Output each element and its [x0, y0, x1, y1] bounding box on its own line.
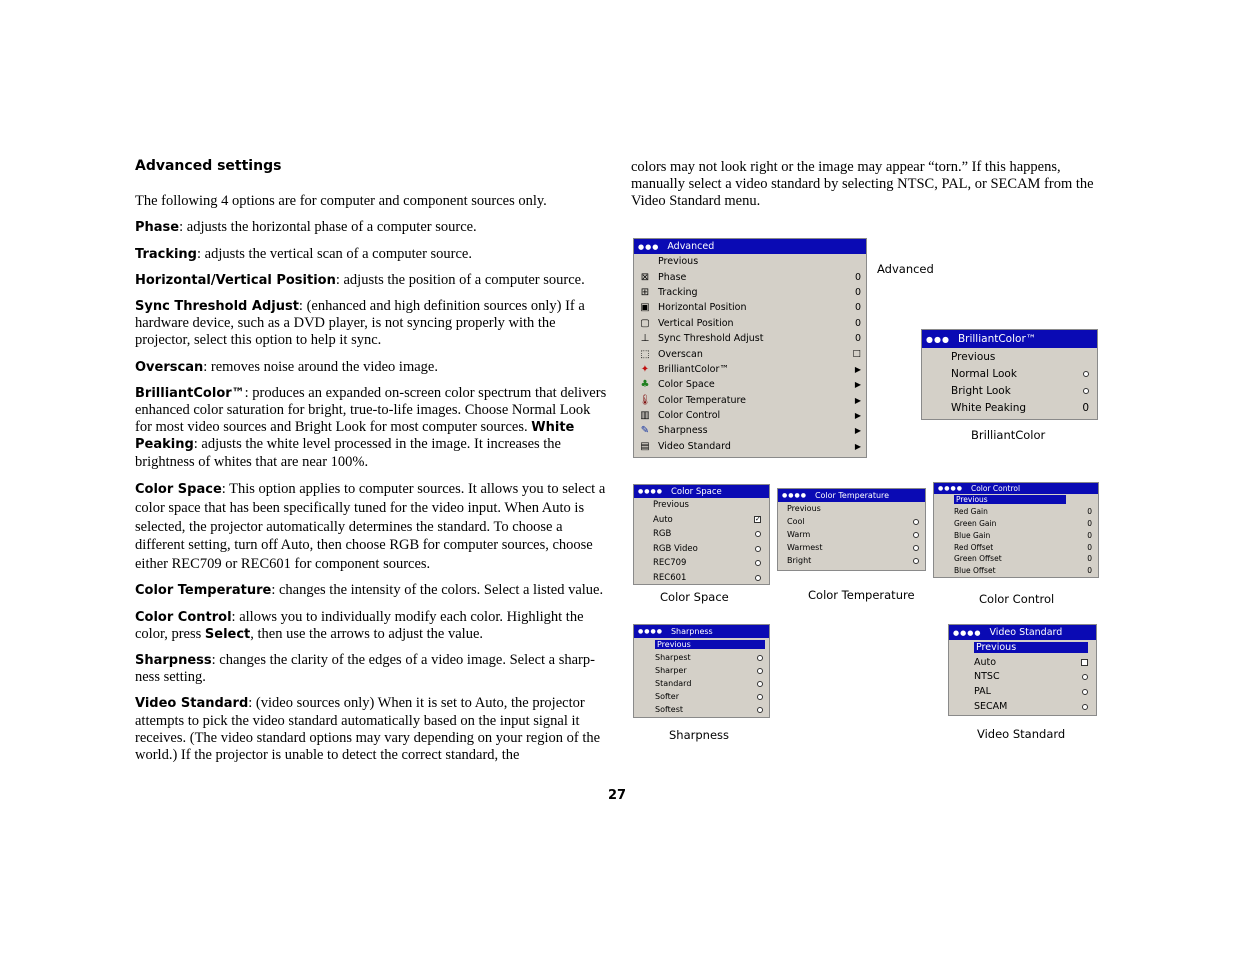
menu-item[interactable] [634, 651, 769, 664]
caption-color-space: Color Space [660, 590, 729, 604]
radio-button [1083, 388, 1089, 394]
menu-item-label: Previous [658, 256, 699, 268]
color-control-icon: ▥ [640, 410, 650, 422]
menu-item[interactable] [634, 331, 866, 346]
advanced-menu-screenshot [633, 238, 867, 458]
intro-paragraph: The following 4 options are for computer and component sources only. [135, 193, 547, 210]
menu-item-value: ▶ [854, 364, 861, 374]
menu-item-label: Overscan [658, 348, 703, 360]
menu-item[interactable] [634, 316, 866, 331]
color-space-icon: ♣ [640, 379, 650, 391]
menu-item-label: Green Offset [954, 554, 1002, 564]
menu-item[interactable] [634, 556, 769, 571]
menu-title: Sharpness [670, 627, 713, 636]
menu-item-value: ▶ [854, 426, 861, 436]
menu-item-label: Softer [655, 692, 679, 701]
radio-button [757, 668, 763, 674]
color-temperature-icon: 🌡 [638, 394, 652, 406]
caption-color-control: Color Control [979, 592, 1055, 606]
menu-item[interactable] [934, 518, 1098, 530]
radio-button [1082, 689, 1088, 695]
radio-button [755, 546, 761, 552]
menu-item[interactable] [634, 513, 769, 528]
definition-text: : allows you to individually modify each color. Highlight the color, press [135, 608, 584, 642]
radio-button [757, 681, 763, 687]
menu-item-value: 0 [1087, 530, 1092, 540]
brilliantcolor-menu-screenshot [921, 329, 1098, 420]
menu-item[interactable] [934, 494, 1098, 506]
definition-term: Overscan [135, 359, 204, 375]
menu-item[interactable] [778, 541, 925, 554]
menu-item-value: 0 [854, 317, 861, 329]
menu-item-label: Normal Look [951, 367, 1017, 380]
radio-button [1082, 704, 1088, 710]
menu-level-dots: ●●●● [782, 492, 807, 499]
menu-item-value: 0 [1087, 542, 1092, 552]
definition-term: Sync Threshold Adjust [135, 299, 299, 315]
definition-item [135, 609, 607, 643]
menu-item-label: White Peaking [951, 401, 1027, 414]
overscan-icon: ⬚ [640, 348, 650, 360]
menu-item[interactable] [934, 553, 1098, 565]
radio-button [1082, 674, 1088, 680]
menu-item-label: RGB [653, 529, 672, 540]
menu-item[interactable] [949, 684, 1096, 699]
radio-button [913, 519, 919, 525]
radio-button [755, 531, 761, 537]
menu-title: Color Temperature [814, 491, 890, 500]
menu-item[interactable] [634, 423, 866, 438]
menu-title-bar [634, 239, 866, 254]
menu-item[interactable] [922, 365, 1097, 382]
menu-title: Advanced [667, 241, 715, 252]
definition-item [135, 219, 607, 236]
menu-item-value: 0 [1082, 401, 1089, 414]
caption-brilliantcolor: BrilliantColor [971, 428, 1046, 442]
menu-title: Color Space [670, 486, 722, 497]
definition-text: : adjusts the horizontal phase of a computer source. [179, 219, 477, 236]
menu-item-value: 0 [1087, 507, 1092, 517]
definition-text: : adjusts the white level processed in the image. It increases the brightness of whites that are near 100%. [135, 436, 561, 470]
menu-item-label: Previous [954, 495, 1066, 504]
sharpness-icon: ✎ [640, 425, 650, 437]
menu-item[interactable] [634, 393, 866, 408]
menu-item-label: Red Gain [954, 507, 988, 517]
horizontal-position-icon: ▣ [640, 302, 650, 314]
menu-item[interactable] [634, 690, 769, 703]
definition-item [135, 298, 607, 350]
menu-item[interactable] [934, 565, 1098, 577]
menu-item-label: Sharper [655, 666, 687, 675]
menu-item-value: 0 [854, 333, 861, 345]
radio-button [913, 558, 919, 564]
menu-title-bar [634, 485, 769, 498]
menu-item-label: Cool [787, 517, 805, 526]
menu-item-label: Previous [974, 642, 1088, 653]
brilliantcolor-icon: ✦ [640, 363, 650, 375]
menu-item-label: Previous [655, 640, 765, 649]
definition-text: : adjusts the position of a computer source. [335, 271, 585, 288]
color-control-menu-screenshot [933, 482, 1099, 578]
menu-item[interactable] [934, 529, 1098, 541]
menu-item[interactable] [634, 300, 866, 315]
menu-level-dots: ●●●● [638, 628, 663, 635]
definition-text: : (video sources only) When it is set to Auto, the projector attempts to pick the video standard automatically based on the input signal it receives. (The video standard options may vary depending on your region of the world.) If the projector is unable to detect the correct standard, the [135, 695, 601, 763]
menu-item-label: NTSC [974, 671, 1000, 683]
section-heading: Advanced settings [135, 158, 282, 174]
menu-item[interactable] [634, 498, 769, 513]
menu-item[interactable] [634, 377, 866, 392]
menu-item-label: Vertical Position [658, 317, 734, 329]
menu-item-label: Video Standard [658, 440, 731, 452]
color-temperature-menu-screenshot [777, 488, 926, 571]
menu-item[interactable] [934, 541, 1098, 553]
menu-item-label: Sharpest [655, 653, 691, 662]
menu-item-label: Standard [655, 679, 692, 688]
menu-item[interactable] [634, 362, 866, 377]
radio-button [757, 655, 763, 661]
menu-item-value: 0 [1087, 554, 1092, 564]
menu-level-dots: ●●●● [638, 488, 663, 495]
menu-item-label: RGB Video [653, 543, 698, 554]
menu-item[interactable] [922, 382, 1097, 399]
menu-item-label: Auto [974, 656, 997, 668]
definition-text: , then use the arrows to adjust the value. [250, 625, 484, 642]
menu-item-value: 0 [854, 271, 861, 283]
menu-item-label: Green Gain [954, 518, 997, 528]
caption-sharpness: Sharpness [669, 728, 730, 742]
definition-term: Color Control [135, 609, 232, 625]
definition-text: : This option applies to computer sources. It allows you to select a color space that has been specifically tuned for the video input. When Auto is selected, the projector automatically determines the standard. To choose a different setting, turn off Auto, then choose RGB for computer sources, choose either REC709 or REC601 for component sources. [135, 480, 606, 572]
definition-term: Phase [135, 220, 180, 236]
caption-color-temperature: Color Temperature [808, 588, 915, 602]
definition-text: : changes the clarity of the edges of a video image. Select a sharp-ness setting. [135, 651, 595, 686]
menu-item[interactable] [922, 399, 1097, 416]
definition-item [135, 272, 607, 289]
menu-item[interactable] [634, 677, 769, 690]
menu-item-label: PAL [974, 686, 991, 698]
definition-item [135, 359, 607, 376]
menu-item[interactable] [634, 346, 866, 361]
definition-text: : (enhanced and high definition sources only) If a hardware device, such as a DVD player, is not syncing properly with the projector, select this option to help it sync. [135, 298, 585, 349]
video-standard-menu-screenshot [948, 624, 1097, 716]
menu-item[interactable] [949, 655, 1096, 670]
menu-item-value: 0 [1087, 518, 1092, 528]
definition-term: Sharpness [135, 652, 212, 668]
menu-item[interactable] [634, 408, 866, 423]
menu-item[interactable] [634, 527, 769, 542]
radio-button [913, 532, 919, 538]
menu-item[interactable] [922, 348, 1097, 365]
video-standard-icon: ▤ [640, 440, 650, 452]
menu-item[interactable] [634, 703, 769, 716]
menu-title-bar [949, 625, 1096, 640]
tracking-icon: ⊞ [640, 286, 650, 298]
menu-item-value: 0 [1087, 566, 1092, 576]
definition-text: : produces an expanded on-screen color spectrum that delivers enhanced color saturation for bright, true-to-life images. Choose Normal Look for most video sources and Bright Look for most computer sources. [135, 384, 607, 436]
menu-item[interactable] [634, 269, 866, 284]
radio-button [757, 694, 763, 700]
continued-paragraph: colors may not look right or the image may appear “torn.” If this happens, manually select a video standard by selecting NTSC, PAL, or SECAM from the Video Standard menu. [631, 159, 1094, 210]
definition-item [135, 480, 607, 574]
menu-item-value: 0 [854, 286, 861, 298]
caption-video-standard: Video Standard [977, 727, 1066, 741]
menu-title: Video Standard [989, 627, 1063, 638]
checkbox [1081, 659, 1088, 666]
menu-item-label: Softest [655, 705, 684, 714]
menu-item[interactable] [634, 542, 769, 557]
caption-advanced: Advanced [877, 262, 934, 276]
menu-title-bar [922, 330, 1097, 348]
sharpness-menu-screenshot [633, 624, 770, 718]
menu-item-label: Sharpness [658, 425, 708, 437]
menu-item[interactable] [778, 554, 925, 567]
radio-button [757, 707, 763, 713]
menu-item-label: Tracking [658, 286, 698, 298]
menu-item[interactable] [778, 502, 925, 515]
menu-item-label: Previous [653, 500, 689, 511]
radio-button [755, 560, 761, 566]
menu-item-label: Warmest [787, 543, 823, 552]
menu-item-label: SECAM [974, 701, 1008, 713]
menu-item[interactable] [634, 571, 769, 586]
radio-button [913, 545, 919, 551]
definition-text: : adjusts the vertical scan of a computer source. [197, 245, 472, 262]
menu-item-value: ☐ [852, 348, 861, 360]
definition-item [135, 582, 607, 599]
menu-item-value: 0 [854, 302, 861, 314]
menu-title-bar [934, 483, 1098, 494]
left-column [135, 158, 607, 773]
menu-item-label: Horizontal Position [658, 302, 747, 314]
menu-level-dots: ●●● [638, 242, 660, 251]
definition-term: White Peaking [135, 420, 575, 453]
menu-item[interactable] [778, 528, 925, 541]
menu-item-label: Color Temperature [658, 394, 747, 406]
menu-item-label: Sync Threshold Adjust [658, 333, 764, 345]
menu-title: BrilliantColor™ [957, 333, 1037, 345]
page-number: 27 [608, 788, 627, 803]
menu-title: Color Control [970, 484, 1021, 493]
menu-item[interactable] [634, 285, 866, 300]
definition-term: Color Space [135, 481, 222, 497]
menu-item[interactable] [778, 515, 925, 528]
menu-item-value: ▶ [854, 411, 861, 421]
definition-term: Tracking [135, 246, 197, 262]
menu-item-value: ▶ [854, 441, 861, 451]
definition-text: : changes the intensity of the colors. Select a listed value. [271, 582, 604, 599]
definition-term: Horizontal/Vertical Position [135, 272, 336, 288]
menu-item[interactable] [934, 506, 1098, 518]
menu-item-label: Bright [787, 556, 812, 565]
menu-title-bar [778, 489, 925, 502]
vertical-position-icon: ▢ [640, 317, 650, 329]
menu-item-label: Blue Gain [954, 530, 991, 540]
definition-term: BrilliantColor™ [135, 385, 245, 401]
menu-item[interactable] [634, 638, 769, 651]
definition-term: Video Standard [135, 696, 249, 712]
menu-title-bar [634, 625, 769, 638]
menu-level-dots: ●●●● [938, 485, 963, 492]
menu-item-label: BrilliantColor™ [658, 363, 729, 375]
menu-item-label: Blue Offset [954, 566, 996, 576]
definition-term: Select [204, 626, 251, 642]
phase-icon: ⊠ [640, 271, 650, 283]
sync-threshold-icon: ⊥ [640, 333, 650, 345]
menu-item-label: Previous [787, 504, 821, 513]
menu-item-label: REC709 [653, 558, 687, 569]
menu-item[interactable] [949, 670, 1096, 685]
menu-item-label: Red Offset [954, 542, 994, 552]
definition-item [135, 385, 607, 471]
menu-level-dots: ●●●● [953, 628, 982, 637]
menu-item-label: Color Space [658, 379, 715, 391]
radio-button [1083, 371, 1089, 377]
definition-item [135, 246, 607, 263]
definition-item [135, 652, 607, 686]
definition-term: Color Temperature [135, 583, 272, 599]
definition-list [135, 219, 607, 764]
definition-text: : removes noise around the video image. [203, 358, 438, 375]
checkbox: ✓ [755, 515, 761, 524]
menu-item-value: ▶ [854, 395, 861, 405]
menu-item-value: ▶ [854, 380, 861, 390]
menu-item-label: Bright Look [951, 384, 1011, 397]
right-column [631, 159, 1101, 211]
menu-item-label: Warm [787, 530, 811, 539]
menu-item-label: Previous [951, 350, 996, 363]
menu-item-label: REC601 [653, 572, 687, 583]
menu-level-dots: ●●● [926, 334, 950, 344]
menu-item[interactable] [634, 664, 769, 677]
menu-item-label: Phase [658, 271, 687, 283]
menu-item[interactable] [634, 439, 866, 454]
radio-button [755, 575, 761, 581]
menu-item-label: Color Control [658, 410, 721, 422]
color-space-menu-screenshot [633, 484, 770, 585]
menu-item-label: Auto [653, 514, 673, 525]
menu-item[interactable] [949, 699, 1096, 714]
menu-item[interactable] [634, 254, 866, 269]
menu-item[interactable] [949, 640, 1096, 655]
definition-item [135, 695, 607, 764]
